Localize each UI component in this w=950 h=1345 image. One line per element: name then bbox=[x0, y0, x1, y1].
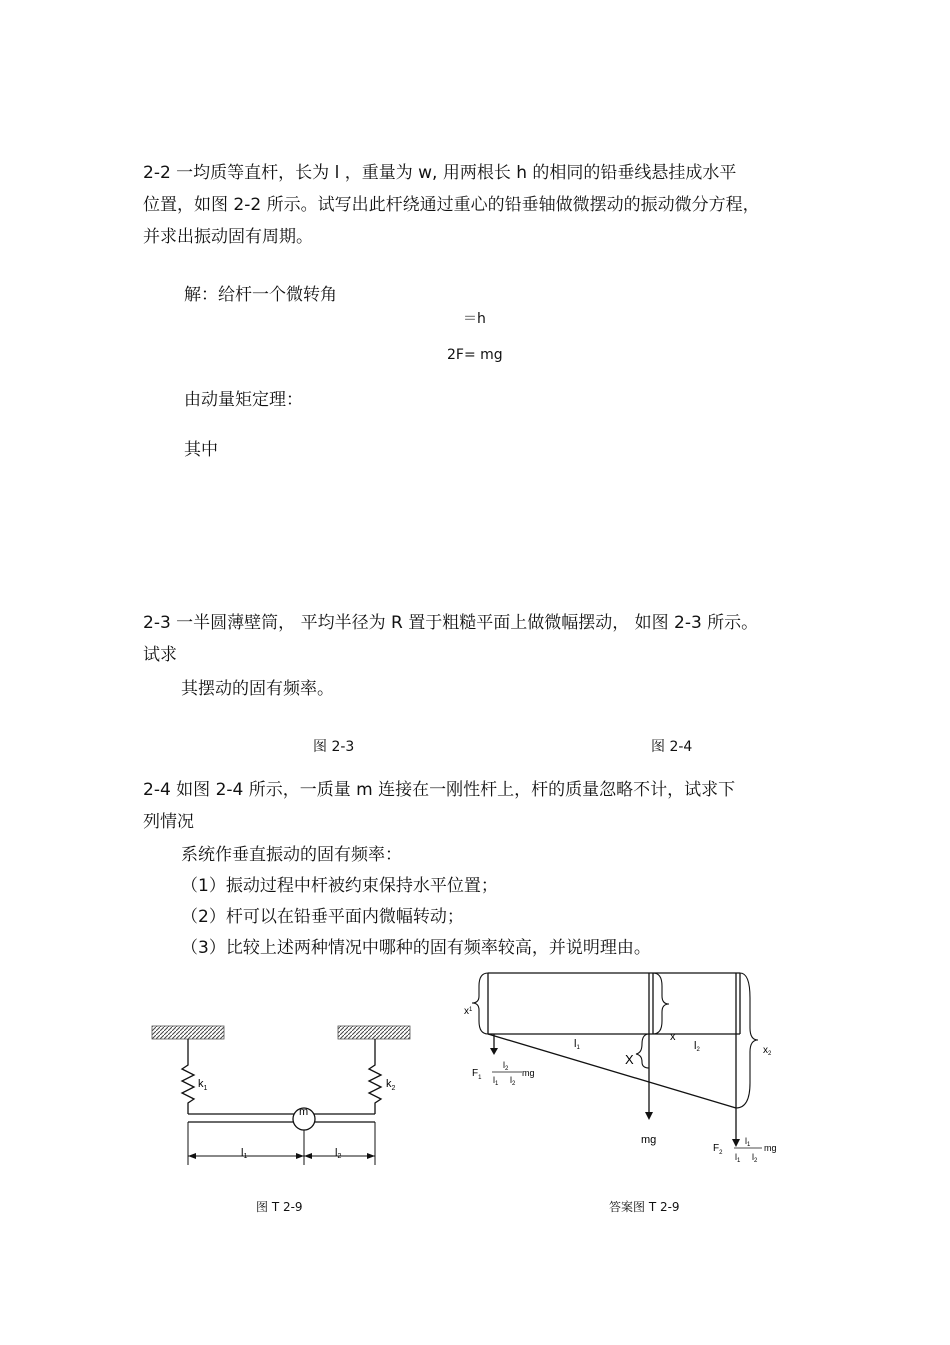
mass-label: m bbox=[299, 1106, 309, 1118]
l2-label: l2 bbox=[694, 1040, 700, 1053]
p22-line-2: 位置，如图 2-2 所示。试写出此杆绕通过重心的铅垂轴做微摆动的振动微分方程， bbox=[143, 195, 760, 215]
mg-arrow bbox=[645, 1112, 653, 1120]
p22-line-1: 2-2 一均质等直杆，长为 l ，重量为 w, 用两根长 h 的相同的铅垂线悬挂成水平 bbox=[143, 163, 737, 183]
p23-line-1: 2-3 一半圆薄壁筒， 平均半径为 R 置于粗糙平面上做微幅摆动， 如图 2-3 所示。 bbox=[143, 613, 759, 633]
f1-arrow bbox=[490, 1048, 498, 1055]
x-label: x bbox=[670, 1031, 676, 1043]
figure-2-3-caption: 图 2-3 bbox=[313, 739, 355, 755]
p22-where-text: 其中 bbox=[184, 440, 218, 460]
answer-figure-t2-9-caption: 答案图 T 2-9 bbox=[609, 1200, 680, 1214]
X-brace bbox=[636, 1034, 649, 1068]
x1-brace bbox=[472, 973, 488, 1034]
k1-label: $k_1$ bbox=[198, 1078, 208, 1092]
figure-t2-9-caption: 图 T 2-9 bbox=[256, 1200, 303, 1214]
svg-text:l2: $l_2$ bbox=[752, 1152, 758, 1164]
p24-line-2: 列情况 bbox=[143, 812, 194, 832]
figure-2-4-caption: 图 2-4 bbox=[651, 739, 693, 755]
p23-line-3: 其摆动的固有频率。 bbox=[181, 679, 334, 699]
x1-label: $x^1$ bbox=[464, 1006, 473, 1017]
p22-equation-2: 2F= mg bbox=[447, 347, 503, 363]
p24-line-3: 系统作垂直振动的固有频率： bbox=[181, 845, 402, 865]
f2-label: $F_2$ bbox=[713, 1143, 723, 1156]
p24-item-1: （1）振动过程中杆被约束保持水平位置； bbox=[181, 876, 498, 896]
right-ceiling bbox=[338, 1026, 410, 1039]
l2-label: l2 bbox=[335, 1147, 342, 1160]
p22-equation-1: ＝h bbox=[463, 311, 486, 327]
f1-label: $F_1$ bbox=[472, 1068, 482, 1081]
p23-line-2: 试求 bbox=[143, 645, 177, 665]
mg-label: mg bbox=[641, 1134, 657, 1146]
x-brace bbox=[653, 973, 669, 1034]
svg-text:mg: mg bbox=[522, 1068, 535, 1078]
k2-label: $k_2$ bbox=[386, 1078, 396, 1092]
p22-momentum-text: 由动量矩定理： bbox=[184, 390, 303, 410]
answer-figure-t2-9 bbox=[460, 968, 790, 1173]
p22-solution-intro: 解：给杆一个微转角 bbox=[184, 285, 337, 305]
f2-arrow bbox=[732, 1139, 740, 1147]
p24-line-1: 2-4 如图 2-4 所示，一质量 m 连接在一刚性杆上，杆的质量忽略不计，试求下 bbox=[143, 780, 736, 800]
x2-brace bbox=[736, 973, 758, 1108]
svg-text:mg: mg bbox=[764, 1143, 777, 1153]
x2-label: $x_2$ bbox=[763, 1045, 772, 1057]
svg-text:l2: $l_2$ bbox=[503, 1060, 509, 1072]
X-label: X bbox=[625, 1052, 634, 1067]
left-ceiling bbox=[152, 1026, 224, 1039]
l1-label: l1 bbox=[241, 1147, 248, 1160]
svg-text:l1: $l_1$ bbox=[735, 1152, 741, 1164]
l1-label: l1 bbox=[574, 1038, 580, 1051]
left-spring bbox=[182, 1039, 194, 1114]
p22-line-3: 并求出振动固有周期。 bbox=[143, 227, 313, 247]
svg-text:l2: $l_2$ bbox=[510, 1075, 516, 1087]
svg-text:l1: $l_1$ bbox=[745, 1136, 751, 1148]
svg-text:l1: $l_1$ bbox=[493, 1075, 499, 1087]
right-spring bbox=[369, 1039, 381, 1114]
p24-item-3: （3）比较上述两种情况中哪种的固有频率较高，并说明理由。 bbox=[181, 938, 651, 958]
figure-t2-9 bbox=[140, 1015, 420, 1175]
p24-item-2: （2）杆可以在铅垂平面内微幅转动； bbox=[181, 907, 464, 927]
